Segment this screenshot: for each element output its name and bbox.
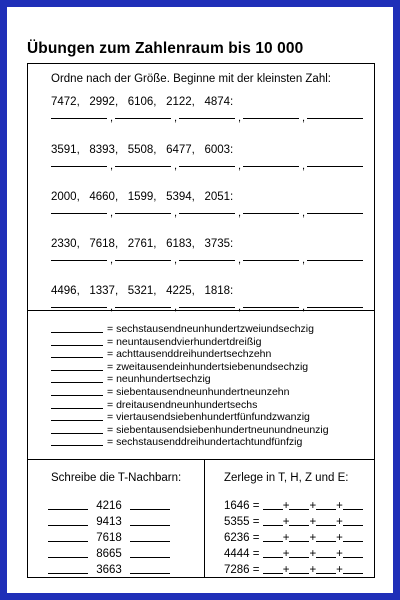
number-word: neuntausendvierhundertdreißig: [116, 335, 262, 348]
answer-blank[interactable]: [307, 118, 363, 119]
equals-sign: =: [107, 386, 114, 398]
sorting-task: [51, 238, 371, 268]
answer-blank[interactable]: [179, 118, 235, 119]
page-title: Übungen zum Zahlenraum bis 10 000: [27, 40, 304, 57]
number-word: achttausenddreihundertsechzehn: [116, 348, 272, 361]
answer-blanks: [51, 207, 371, 221]
decompose-number: 4444: [224, 548, 250, 560]
number-word: neunhundertsechzig: [116, 373, 211, 386]
successor-blank[interactable]: [130, 525, 170, 526]
sorting-instruction: Ordne nach der Größe. Beginne mit der kleinsten Zahl:: [51, 73, 331, 85]
number-word-row: [51, 386, 289, 398]
plus-sign: +: [336, 548, 343, 560]
answer-blank[interactable]: [115, 213, 171, 214]
answer-blank[interactable]: [51, 166, 107, 167]
place-value-blank[interactable]: [316, 509, 336, 510]
place-value-blank[interactable]: [263, 525, 283, 526]
plus-sign: +: [282, 500, 290, 512]
successor-blank[interactable]: [130, 573, 170, 574]
answer-blank[interactable]: [243, 118, 299, 119]
plus-sign: +: [282, 532, 290, 544]
number-word-row: [51, 336, 261, 348]
place-value-blank[interactable]: [343, 573, 363, 574]
answer-blanks: [51, 112, 371, 126]
number-word: sechstausenddreihundertachtundfünfzig: [116, 436, 303, 449]
place-value-blank[interactable]: [263, 541, 283, 542]
equals-sign: =: [107, 411, 114, 424]
equals-sign: =: [107, 348, 114, 361]
sorting-numbers: 4496, 1337, 5321, 4225, 1818:: [51, 285, 234, 297]
neighbor-number: 4216: [96, 500, 122, 512]
plus-sign: +: [309, 500, 317, 512]
number-word-row: [51, 436, 302, 448]
separator-comma: ,: [174, 112, 178, 124]
answer-blank[interactable]: [51, 332, 103, 333]
number-words-section: [28, 311, 374, 460]
sorting-task: [51, 96, 371, 126]
equals-sign: =: [252, 516, 260, 528]
separator-comma: ,: [174, 207, 178, 219]
separator-comma: ,: [238, 160, 242, 172]
successor-blank[interactable]: [130, 557, 170, 558]
answer-blank[interactable]: [51, 345, 103, 346]
number-word-row: [51, 373, 211, 385]
number-word-row: [51, 323, 314, 335]
number-word-row: [51, 348, 271, 360]
place-value-blank[interactable]: [343, 557, 363, 558]
equals-sign: =: [107, 436, 114, 449]
equals-sign: =: [252, 500, 260, 512]
number-word-row: [51, 399, 257, 411]
neighbor-number: 8665: [96, 548, 122, 560]
equals-sign: =: [107, 335, 114, 348]
equals-sign: =: [107, 423, 114, 436]
answer-blank[interactable]: [51, 433, 103, 434]
number-word: dreitausendneunhundertsechs: [116, 398, 258, 411]
number-word: zweitausendeinhundertsiebenundsechzig: [116, 360, 309, 373]
answer-blank[interactable]: [179, 307, 235, 308]
answer-blanks: [51, 160, 371, 174]
plus-sign: +: [336, 500, 343, 512]
answer-blank[interactable]: [243, 213, 299, 214]
neighbor-row: [48, 564, 170, 576]
plus-sign: +: [282, 564, 290, 576]
predecessor-blank[interactable]: [48, 525, 88, 526]
plus-sign: +: [336, 532, 343, 544]
plus-sign: +: [309, 532, 317, 544]
answer-blank[interactable]: [307, 260, 363, 261]
predecessor-blank[interactable]: [48, 509, 88, 510]
equals-sign: =: [107, 373, 114, 386]
separator-comma: ,: [302, 254, 306, 266]
neighbor-row: [48, 532, 170, 544]
decompose-row: [224, 564, 363, 576]
equals-sign: =: [107, 398, 114, 411]
place-value-blank[interactable]: [289, 509, 309, 510]
neighbor-number: 9413: [96, 516, 122, 528]
plus-sign: +: [309, 516, 317, 528]
place-value-blank[interactable]: [263, 509, 283, 510]
decompose-number: 5355: [224, 516, 250, 528]
answer-blank[interactable]: [51, 307, 107, 308]
answer-blank[interactable]: [179, 260, 235, 261]
place-value-blank[interactable]: [263, 557, 283, 558]
number-word-row: [51, 361, 308, 373]
answer-blank[interactable]: [51, 357, 103, 358]
separator-comma: ,: [110, 160, 114, 172]
answer-blank[interactable]: [115, 166, 171, 167]
answer-blank[interactable]: [243, 307, 299, 308]
answer-blank[interactable]: [115, 260, 171, 261]
answer-blank[interactable]: [243, 260, 299, 261]
place-value-blank[interactable]: [316, 525, 336, 526]
predecessor-blank[interactable]: [48, 541, 88, 542]
successor-blank[interactable]: [130, 541, 170, 542]
number-word-row: [51, 424, 329, 436]
answer-blank[interactable]: [307, 166, 363, 167]
neighbor-number: 7618: [96, 532, 122, 544]
equals-sign: =: [252, 564, 260, 576]
decompose-number: 6236: [224, 532, 250, 544]
plus-sign: +: [309, 564, 317, 576]
decompose-row: [224, 500, 363, 512]
answer-blank[interactable]: [51, 260, 107, 261]
separator-comma: ,: [302, 301, 306, 313]
worksheet-page: [7, 7, 393, 593]
separator-comma: ,: [302, 207, 306, 219]
place-value-blank[interactable]: [343, 525, 363, 526]
place-value-blank[interactable]: [289, 557, 309, 558]
separator-comma: ,: [110, 301, 114, 313]
sorting-section: [28, 64, 374, 311]
decompose-number: 1646: [224, 500, 250, 512]
equals-sign: =: [107, 323, 114, 335]
answer-blank[interactable]: [115, 307, 171, 308]
place-value-blank[interactable]: [289, 573, 309, 574]
number-word-row: [51, 411, 310, 423]
neighbor-row: [48, 548, 170, 560]
predecessor-blank[interactable]: [48, 573, 88, 574]
answer-blank[interactable]: [243, 166, 299, 167]
plus-sign: +: [282, 516, 290, 528]
place-value-blank[interactable]: [316, 573, 336, 574]
plus-sign: +: [336, 516, 343, 528]
answer-blank[interactable]: [179, 166, 235, 167]
decompose-number: 7286: [224, 564, 250, 576]
separator-comma: ,: [174, 160, 178, 172]
separator-comma: ,: [302, 112, 306, 124]
separator-comma: ,: [174, 301, 178, 313]
separator-comma: ,: [302, 160, 306, 172]
separator-comma: ,: [174, 254, 178, 266]
place-value-blank[interactable]: [263, 573, 283, 574]
answer-blank[interactable]: [51, 118, 107, 119]
sorting-numbers: 3591, 8393, 5508, 6477, 6003:: [51, 144, 234, 156]
place-value-blank[interactable]: [343, 509, 363, 510]
separator-comma: ,: [110, 254, 114, 266]
decompose-row: [224, 532, 363, 544]
separator-comma: ,: [238, 301, 242, 313]
successor-blank[interactable]: [130, 509, 170, 510]
place-value-blank[interactable]: [316, 541, 336, 542]
place-value-blank[interactable]: [343, 541, 363, 542]
answer-blank[interactable]: [51, 408, 103, 409]
answer-blank[interactable]: [51, 420, 103, 421]
sorting-numbers: 2330, 7618, 2761, 6183, 3735:: [51, 238, 234, 250]
plus-sign: +: [309, 548, 317, 560]
predecessor-blank[interactable]: [48, 557, 88, 558]
sorting-numbers: 7472, 2992, 6106, 2122, 4874:: [51, 96, 234, 108]
decompose-row: [224, 548, 363, 560]
place-value-blank[interactable]: [316, 557, 336, 558]
number-word: sechstausendneunhundertzweiundsechzig: [116, 323, 314, 335]
sorting-task: [51, 144, 371, 174]
place-value-blank[interactable]: [289, 525, 309, 526]
sorting-numbers: 2000, 4660, 1599, 5394, 2051:: [51, 191, 234, 203]
answer-blank[interactable]: [51, 370, 103, 371]
column-divider: [204, 460, 205, 578]
answer-blank[interactable]: [115, 118, 171, 119]
equals-sign: =: [252, 532, 260, 544]
separator-comma: ,: [110, 207, 114, 219]
neighbor-number: 3663: [96, 564, 122, 576]
answer-blank[interactable]: [51, 445, 103, 446]
number-word: siebentausendneunhundertneunzehn: [116, 386, 290, 398]
answer-blank[interactable]: [51, 382, 103, 383]
place-value-blank[interactable]: [289, 541, 309, 542]
answer-blank[interactable]: [307, 213, 363, 214]
answer-blanks: [51, 254, 371, 268]
number-word: viertausendsiebenhundertfünfundzwanzig: [116, 411, 310, 424]
answer-blank[interactable]: [179, 213, 235, 214]
decompose-title: Zerlege in T, H, Z und E:: [224, 472, 349, 484]
sorting-task: [51, 191, 371, 221]
bottom-section: [28, 460, 374, 578]
answer-blank[interactable]: [51, 213, 107, 214]
neighbors-title: Schreibe die T-Nachbarn:: [51, 472, 182, 484]
separator-comma: ,: [238, 254, 242, 266]
exercise-frame: [27, 63, 375, 578]
separator-comma: ,: [238, 112, 242, 124]
neighbor-row: [48, 516, 170, 528]
separator-comma: ,: [238, 207, 242, 219]
plus-sign: +: [282, 548, 290, 560]
number-word: siebentausendsiebenhundertneunundneunzig: [116, 423, 329, 436]
neighbor-row: [48, 500, 170, 512]
answer-blank[interactable]: [51, 395, 103, 396]
answer-blank[interactable]: [307, 307, 363, 308]
decompose-row: [224, 516, 363, 528]
separator-comma: ,: [110, 112, 114, 124]
equals-sign: =: [252, 548, 260, 560]
equals-sign: =: [107, 360, 114, 373]
plus-sign: +: [336, 564, 343, 576]
